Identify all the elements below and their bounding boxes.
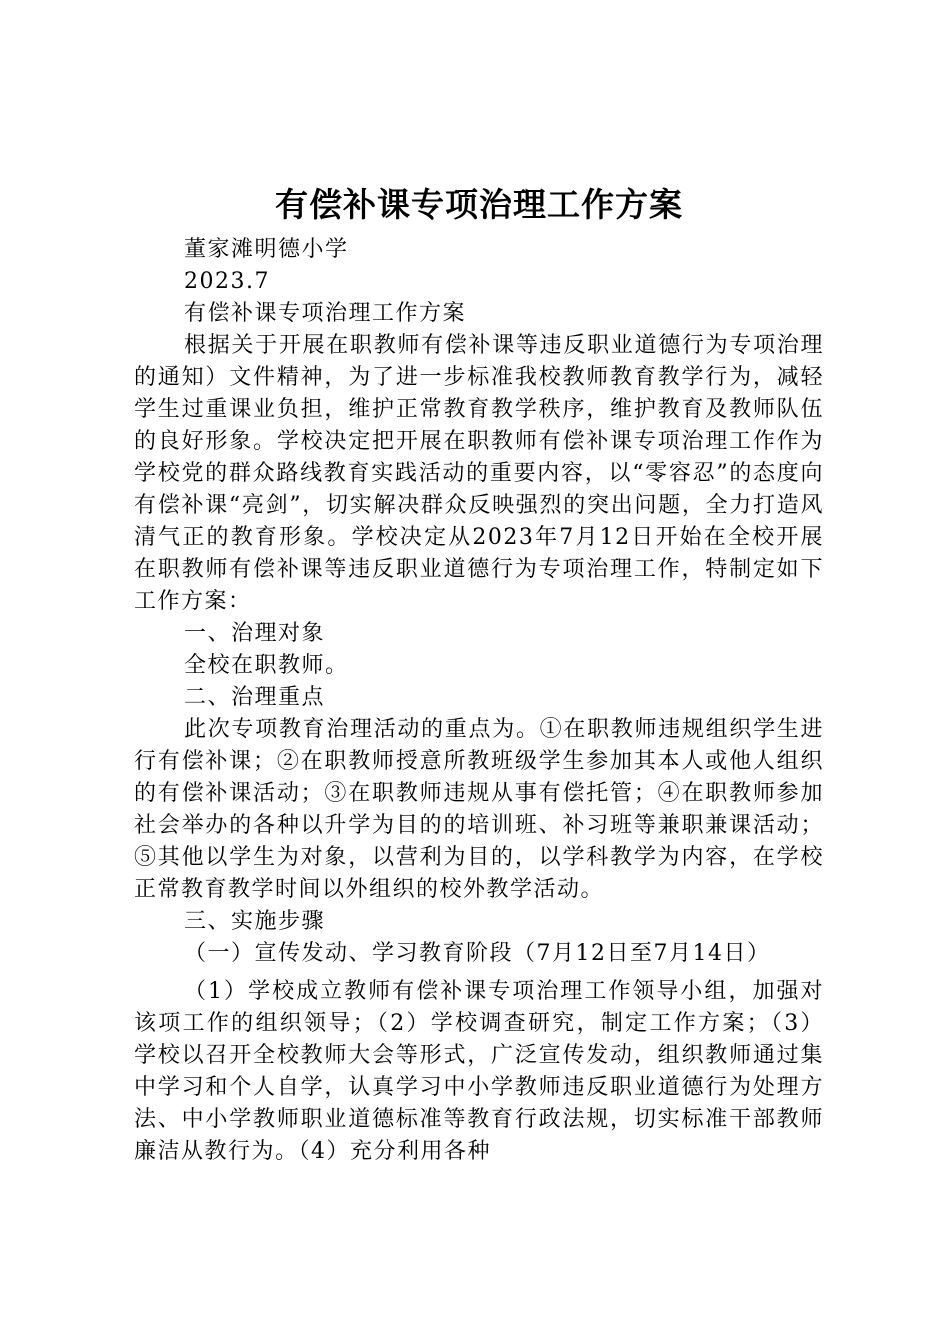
section-heading-targets: 一、治理对象 <box>184 621 326 646</box>
document-page <box>134 180 824 1168</box>
intro-paragraph: 根据关于开展在职教师有偿补课等违反职业道德行为专项治理的通知）文件精神，为了进一步标准我校教师教育教学行为，减轻学生过重课业负担，维护正常教育教学秩序，维护教育及教师队伍的良好形象。学校决定把开展在职教师有偿补课专项治理工作作为学校党的群众路线教育实践活动的重要内容，以“零容忍”的态度向有偿补课“亮剑”，切实解决群众反映强烈的突出问题，全力打造风清气正的教育形象。学校决定从2023年7月12日开始在全校开展在职教师有偿补课等违反职业道德行为专项治理工作，特制定如下工作方案： <box>134 333 824 614</box>
document-subtitle: 有偿补课专项治理工作方案 <box>184 301 467 326</box>
section-heading-focus: 二、治理重点 <box>184 685 326 710</box>
document-date: 2023.7 <box>184 269 270 294</box>
section-body-targets: 全校在职教师。 <box>184 653 349 678</box>
section-body-focus: 此次专项教育治理活动的重点为。①在职教师违规组织学生进行有偿补课；②在职教师授意所教班级学生参加其本人或他人组织的有偿补课活动；③在职教师违规从事有偿托管；④在职教师参加社会举办的各种以升学为目的的培训班、补习班等兼职兼课活动；⑤其他以学生为对象，以营利为目的，以学科教学为内容，在学校正常教育教学时间以外组织的校外教学活动。 <box>134 717 824 902</box>
stage-body-publicity: （1）学校成立教师有偿补课专项治理工作领导小组，加强对该项工作的组织领导；（2）学校调查研究，制定工作方案；（3）学校以召开全校教师大会等形式，广泛宣传发动，组织教师通过集中学习和个人自学，认真学习中小学教师违反职业道德行为处理方法、中小学教师职业道德标准等教育行政法规，切实标准干部教师廉洁从教行为。（4）充分利用各种 <box>134 979 824 1164</box>
stage-heading-publicity: （一）宣传发动、学习教育阶段（7月12日至7月14日） <box>184 941 771 966</box>
section-heading-steps: 三、实施步骤 <box>184 909 326 934</box>
document-title: 有偿补课专项治理工作方案 <box>275 185 683 224</box>
school-name: 董家滩明德小学 <box>184 237 349 262</box>
